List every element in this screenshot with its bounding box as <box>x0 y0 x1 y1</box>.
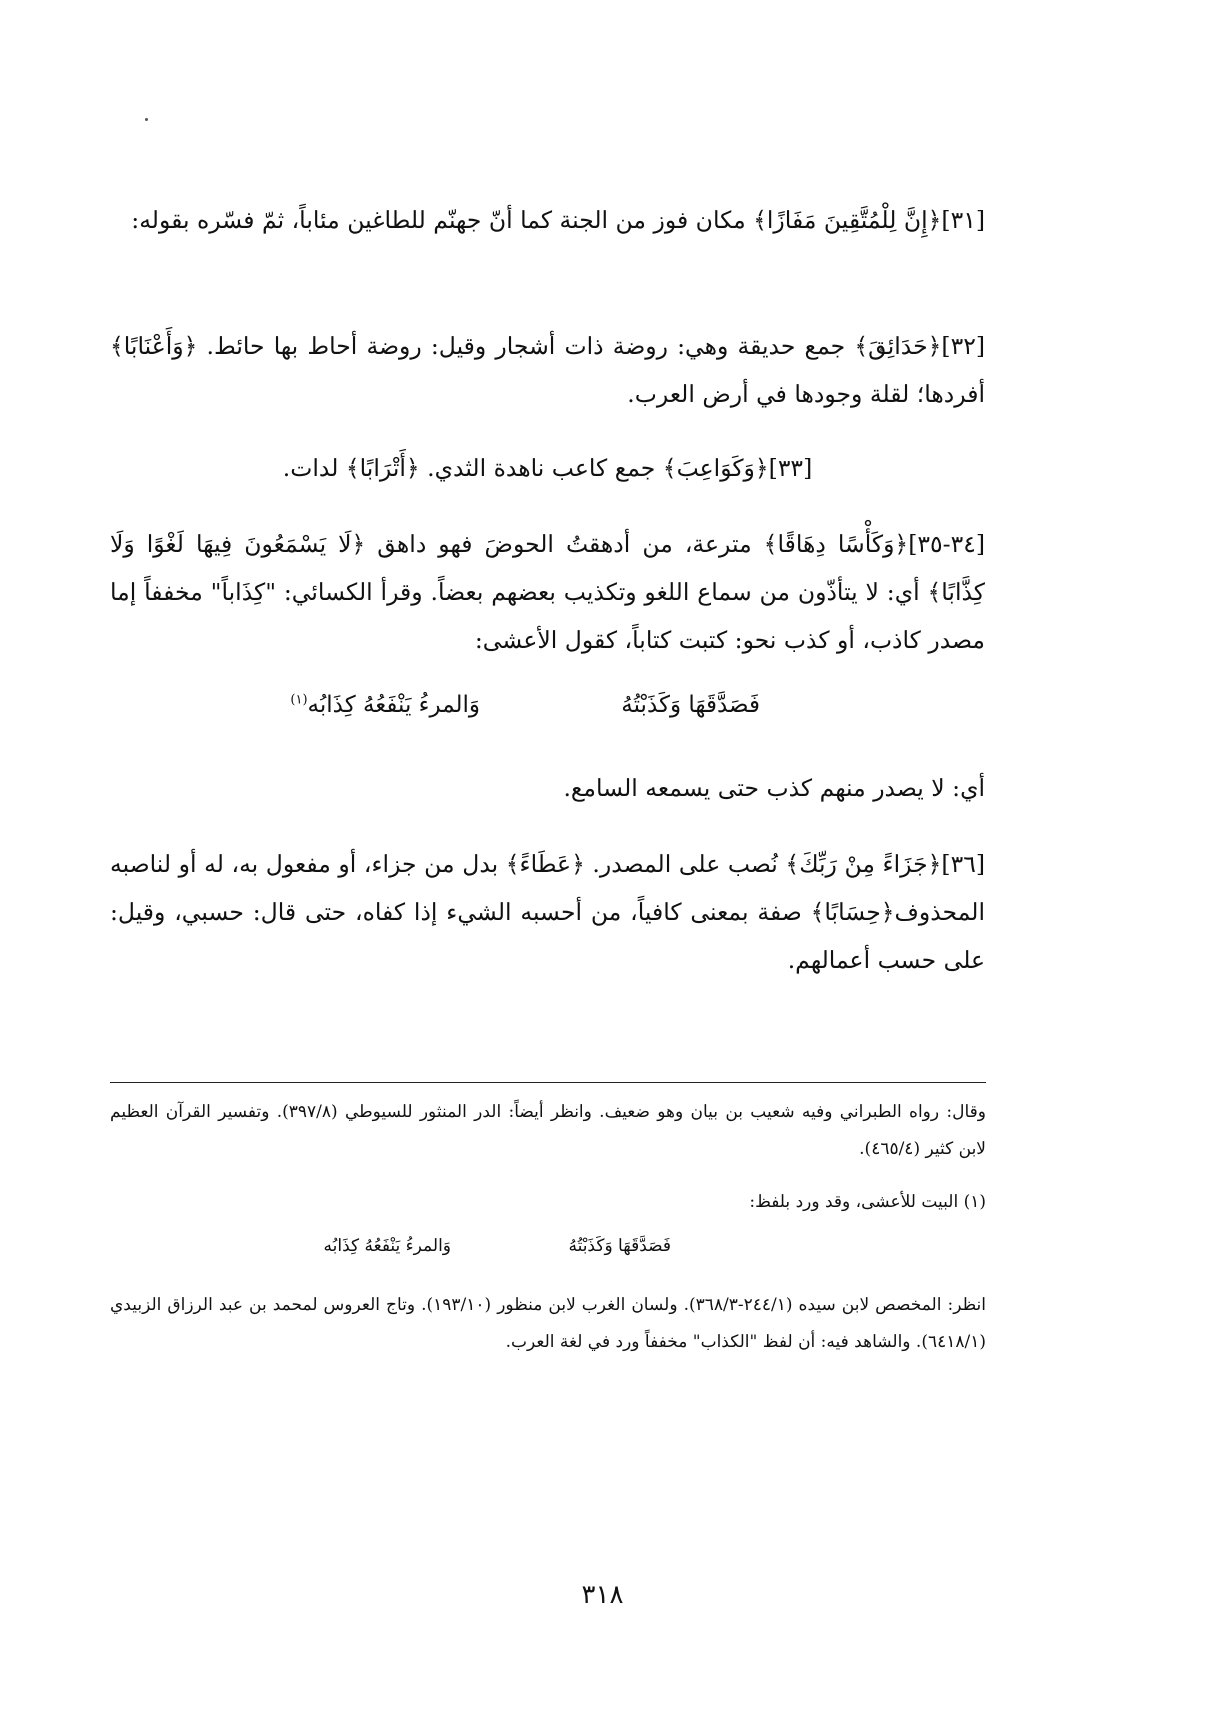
footnote-sources: انظر: المخصص لابن سيده (٢٤٤/١-٣٦٨/٣). ولسان الغرب لابن منظور (١٩٣/١٠). وتاج العروس لمحمد بن عبد الرزاق الزبيدي (٦٤١٨/١). والشاهد فيه: أن لفظ "الكذاب" مخففاً ورد في لغة العرب. <box>110 1295 986 1352</box>
verse-hemistich-first: فَصَدَّقَهَا وَكَذَبْتُهُ <box>621 692 760 718</box>
paragraph-verse-36: [٣٦]﴿جَزَاءً مِنْ رَبِّكَ﴾ نُصب على المصدر. ﴿عَطَاءً﴾ بدل من جزاء، أو مفعول به، له أو لناصبه المحذوف﴿حِسَابًا﴾ صفة بمعنى كافياً، من أحسبه الشيء إذا كفاه، حتى قال: حسبي، وقيل: على حسب أعمالهم. <box>110 850 985 974</box>
footnote-1: (١) البيت للأعشى، وقد ورد بلفظ: <box>749 1192 986 1212</box>
footnote-verse-second: وَالمرءُ يَنْفَعُهُ كِذَابُه <box>323 1236 451 1256</box>
scan-speck <box>145 118 148 121</box>
footnote-verse-first: فَصَدَّقَهَا وَكَذَبْتُهُ <box>568 1236 671 1256</box>
paragraph-verse-33: [٣٣]﴿وَكَوَاعِبَ﴾ جمع كاعب ناهدة الثدي. ﴿أَتْرَابًا﴾ لدات. <box>282 454 813 482</box>
page-number: ٣١٨ <box>581 1580 624 1610</box>
paragraph-verse-34-35: [٣٤-٣٥]﴿وَكَأْسًا دِهَاقًا﴾ مترعة، من أدهقتُ الحوضَ فهو داهق ﴿لَا يَسْمَعُونَ فِيهَا لَغْوًا وَلَا كِذَّابًا﴾ أي: لا يتأذّون من سماع اللغو وتكذيب بعضهم بعضاً. وقرأ الكسائي: "كِذَاباً" مخففاً إما مصدر كاذب، أو كذب نحو: كتبت كتاباً، كقول الأعشى: <box>110 530 985 654</box>
footnote-reference: (١) <box>290 692 308 708</box>
poetry-verse <box>110 692 985 736</box>
verse-hemistich-second <box>290 692 480 718</box>
paragraph-verse-31: [٣١]﴿إِنَّ لِلْمُتَّقِينَ مَفَازًا﴾ مكان فوز من الجنة كما أنّ جهنّم للطاغين مئاباً، ثمّ فسّره بقوله: <box>131 206 985 234</box>
paragraph-explanation: أي: لا يصدر منهم كذب حتى يسمعه السامع. <box>563 774 985 802</box>
verse-hemistich-second-text: وَالمرءُ يَنْفَعُهُ كِذَابُه <box>307 692 480 718</box>
footnote-separator <box>110 1082 986 1083</box>
footnote-preceding: وقال: رواه الطبراني وفيه شعيب بن بيان وهو ضعيف. وانظر أيضاً: الدر المنثور للسيوطي (٣٩٧/٨). وتفسير القرآن العظيم لابن كثير (٤٦٥/٤). <box>110 1102 986 1159</box>
footnote-verse <box>110 1236 986 1272</box>
paragraph-verse-32: [٣٢]﴿حَدَائِقَ﴾ جمع حديقة وهي: روضة ذات أشجار وقيل: روضة أحاط بها حائط. ﴿وَأَعْنَابًا﴾ أفردها؛ لقلة وجودها في أرض العرب. <box>110 332 985 408</box>
